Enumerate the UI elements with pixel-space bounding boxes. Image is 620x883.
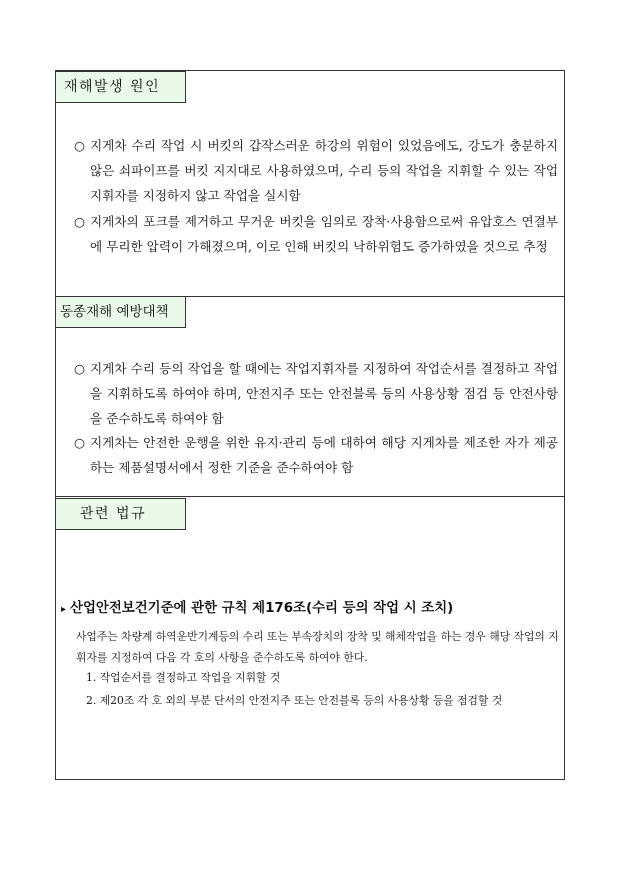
cause-item-text: 지게차 수리 작업 시 버킷의 갑작스러운 하강의 위험이 있었음에도, 강도가 충분하지 않은 쇠파이프를 버킷 지지대로 사용하였으며, 수리 등의 작업을 지휘할 수 있는 작업지휘자를 지정하지 않고 작업을 실시함 xyxy=(90,138,558,203)
prevention-item-text: 지게차 수리 등의 작업을 할 때에는 작업지휘자를 지정하여 작업순서를 결정하고 작업을 지휘하도록 하여야 하며, 안전지주 또는 안전블록 등의 사용상황 점검 등 안전사항을 준수하도록 하여야 함 xyxy=(90,361,558,426)
section-divider xyxy=(56,496,564,497)
section-title-prevention: 동종재해 예방대책 xyxy=(55,296,186,328)
law-item-2: 2. 제20조 각 호 외의 부분 단서의 안전지주 또는 안전블록 등의 사용상황 등을 점검할 것 xyxy=(86,694,503,707)
cause-item-1 xyxy=(74,133,558,208)
section-title-cause: 재해발생 원인 xyxy=(55,71,186,103)
circle-bullet-icon: ○ xyxy=(74,138,85,153)
circle-bullet-icon: ○ xyxy=(74,361,85,376)
law-body: 사업주는 차량계 하역운반기계등의 수리 또는 부속장치의 장착 및 해체작업을 하는 경우 해당 작업의 지휘자를 지정하여 다음 각 호의 사항을 준수하도록 하여야 한다. xyxy=(76,630,559,664)
prevention-item-2 xyxy=(74,430,558,480)
prevention-item-1 xyxy=(74,356,558,431)
circle-bullet-icon: ○ xyxy=(74,214,85,229)
document-frame xyxy=(55,70,565,780)
law-title-text: 산업안전보건기준에 관한 규칙 제176조(수리 등의 작업 시 조치) xyxy=(70,601,454,616)
law-title xyxy=(61,599,561,620)
triangle-right-icon: ▸ xyxy=(61,604,67,615)
cause-item-text: 지게차의 포크를 제거하고 무거운 버킷을 임의로 장착·사용함으로써 유압호스 연결부에 무리한 압력이 가해졌으며, 이로 인해 버킷의 낙하위험도 증가하였을 것으로 추정 xyxy=(90,214,558,254)
circle-bullet-icon: ○ xyxy=(74,435,85,450)
cause-item-2 xyxy=(74,209,558,259)
section-title-law: 관련 법규 xyxy=(55,498,186,530)
prevention-item-text: 지게차는 안전한 운행을 위한 유지·관리 등에 대하여 해당 지게차를 제조한 자가 제공하는 제품설명서에서 정한 기준을 준수하여야 함 xyxy=(90,435,558,475)
law-item-1: 1. 작업순서를 결정하고 작업을 지휘할 것 xyxy=(86,671,281,684)
